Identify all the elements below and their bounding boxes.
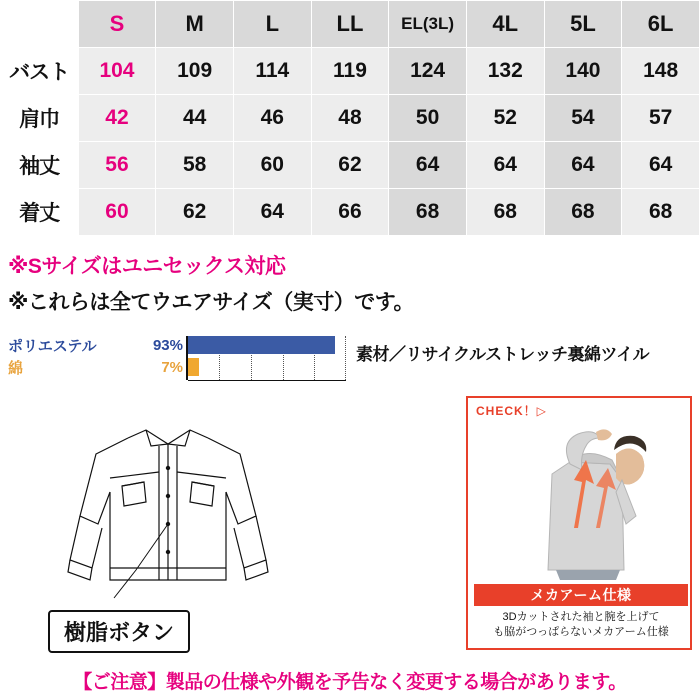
material-legend (8, 334, 183, 378)
chart-baseline (188, 380, 346, 381)
cell-bust-s: 104 (78, 48, 156, 95)
cell-shoulder-l: 46 (233, 95, 311, 142)
legend-value-polyester: 93% (152, 336, 183, 354)
cell-sleeve-4l: 64 (466, 142, 544, 189)
cell-shoulder-5l: 54 (544, 95, 622, 142)
cell-shoulder-el3l: 50 (389, 95, 467, 142)
cell-sleeve-s: 56 (78, 142, 156, 189)
legend-row-cotton (8, 356, 183, 378)
column-header-l: L (233, 1, 311, 48)
table-row (1, 189, 700, 236)
cell-sleeve-6l: 64 (622, 142, 700, 189)
table-row (1, 142, 700, 189)
cell-length-5l: 68 (544, 189, 622, 236)
table-row (1, 48, 700, 95)
note-unisex: ※Sサイズはユニセックス対応 (8, 255, 286, 278)
composition-bar-chart (186, 336, 346, 380)
column-header-ll: LL (311, 1, 389, 48)
row-label-bust: バスト (1, 48, 79, 95)
check-feature-panel (466, 396, 692, 650)
cell-bust-l: 114 (233, 48, 311, 95)
mecha-arm-description-line2: も脇がつっぱらないメカアーム仕様 (493, 625, 669, 638)
cell-sleeve-el3l: 64 (389, 142, 467, 189)
material-composition-chart (0, 334, 700, 394)
cell-length-4l: 68 (466, 189, 544, 236)
jacket-outline-icon (18, 420, 318, 620)
column-header-m: M (156, 1, 234, 48)
mecha-arm-description-line1: 3Dカットされた袖と腕を上げて (502, 611, 660, 623)
bar-polyester (188, 336, 335, 354)
cell-sleeve-l: 60 (233, 142, 311, 189)
mecha-arm-description (476, 610, 686, 640)
size-table (0, 0, 700, 236)
model-arm-raise-illustration (474, 420, 688, 580)
check-label: CHECK！▷ (476, 404, 547, 418)
mecha-arm-photo (474, 420, 688, 580)
row-label-sleeve: 袖丈 (1, 142, 79, 189)
cell-shoulder-ll: 48 (311, 95, 389, 142)
cell-bust-4l: 132 (466, 48, 544, 95)
note-actual-size: ※これらは全てウエアサイズ（実寸）です。 (8, 291, 415, 314)
bar-cotton (188, 358, 199, 376)
cell-bust-el3l: 124 (389, 48, 467, 95)
jacket-line-drawing (8, 420, 448, 650)
cell-sleeve-m: 58 (156, 142, 234, 189)
column-header-5l: 5L (544, 1, 622, 48)
column-header-el3l: EL(3L) (389, 1, 467, 48)
cell-shoulder-m: 44 (156, 95, 234, 142)
table-row (1, 95, 700, 142)
cell-bust-6l: 148 (622, 48, 700, 95)
cell-length-6l: 68 (622, 189, 700, 236)
table-header-row (1, 1, 700, 48)
table-corner-cell (1, 1, 79, 48)
column-header-6l: 6L (622, 1, 700, 48)
cell-shoulder-6l: 57 (622, 95, 700, 142)
cell-length-el3l: 68 (389, 189, 467, 236)
row-label-shoulder: 肩巾 (1, 95, 79, 142)
cell-bust-5l: 140 (544, 48, 622, 95)
mecha-arm-caption: メカアーム仕様 (474, 584, 688, 606)
cell-shoulder-s: 42 (78, 95, 156, 142)
column-header-s: S (78, 1, 156, 48)
cell-shoulder-4l: 52 (466, 95, 544, 142)
cell-length-l: 64 (233, 189, 311, 236)
cell-length-m: 62 (156, 189, 234, 236)
cell-sleeve-5l: 64 (544, 142, 622, 189)
row-label-length: 着丈 (1, 189, 79, 236)
legend-label-cotton: 綿 (8, 359, 24, 377)
cell-bust-m: 109 (156, 48, 234, 95)
cell-sleeve-ll: 62 (311, 142, 389, 189)
cell-bust-ll: 119 (311, 48, 389, 95)
legend-value-cotton: 7% (161, 358, 183, 376)
legend-row-polyester (8, 334, 183, 356)
disclaimer-footer: 【ご注意】製品の仕様や外観を予告なく変更する場合があります。 (73, 672, 627, 693)
material-description: 素材／リサイクルストレッチ裏綿ツイル (356, 345, 650, 364)
cell-length-ll: 66 (311, 189, 389, 236)
legend-label-polyester: ポリエステル (8, 337, 97, 355)
resin-button-callout: 樹脂ボタン (48, 610, 190, 653)
column-header-4l: 4L (466, 1, 544, 48)
cell-length-s: 60 (78, 189, 156, 236)
